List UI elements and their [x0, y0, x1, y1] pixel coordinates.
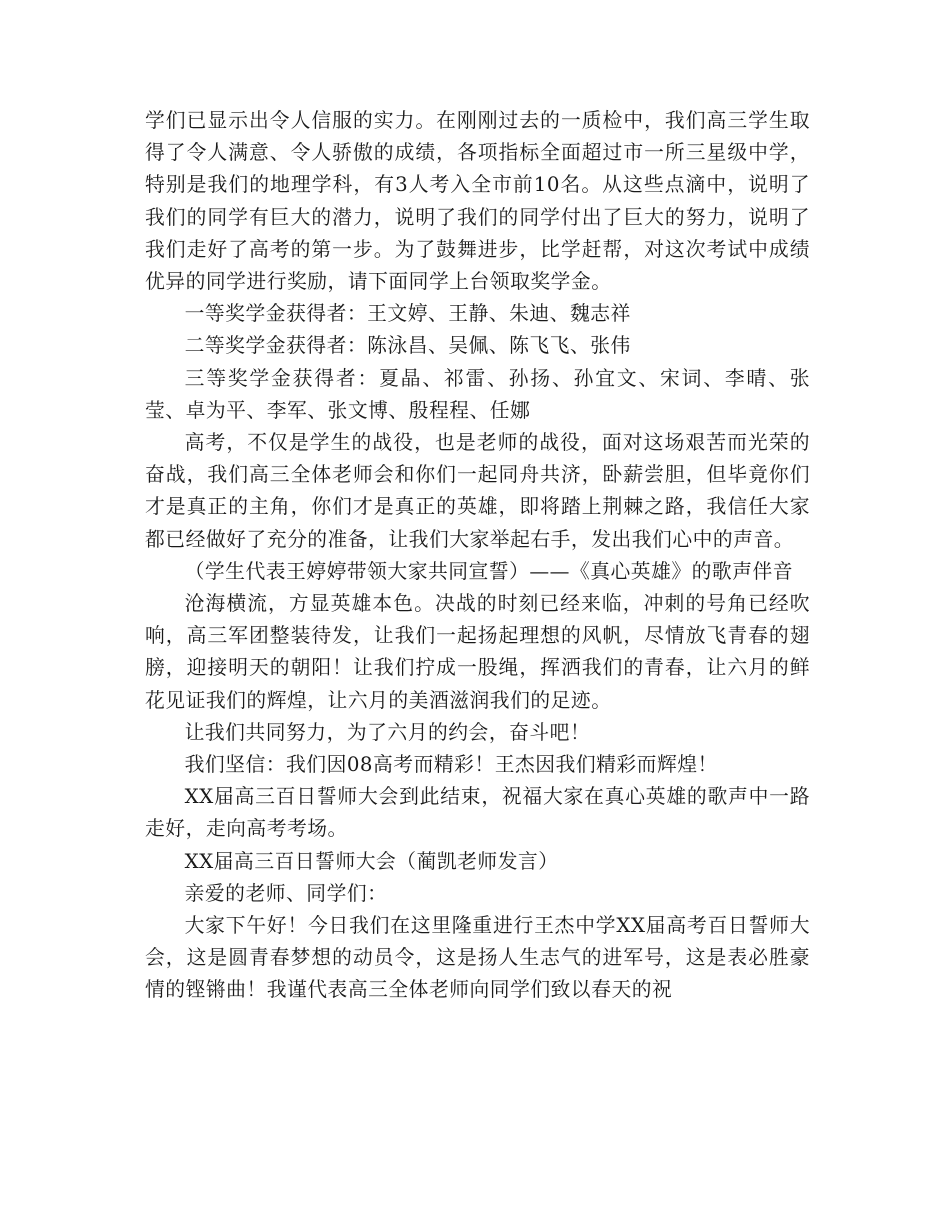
paragraph-closing: XX届高三百日誓师大会到此结束，祝福大家在真心英雄的歌声中一路走好，走向高考考场。 — [145, 785, 810, 841]
document-page — [145, 105, 810, 1007]
paragraph-salutation: 亲爱的老师、同学们： — [184, 881, 388, 905]
paragraph-teachers-battle: 高考，不仅是学生的战役，也是老师的战役，面对这场艰苦而光荣的奋战，我们高三全体老师会和你们一起同舟共济，卧薪尝胆，但毕竟你们才是真正的主角，你们才是真正的英雄，即将踏上荆棘之路，我信任大家都已经做好了充分的准备，让我们大家举起右手，发出我们心中的声音。 — [145, 431, 810, 551]
paragraph-strive: 让我们共同努力，为了六月的约会，奋斗吧！ — [184, 720, 591, 744]
paragraph-second-prize: 二等奖学金获得者：陈泳昌、吴佩、陈飞飞、张伟 — [184, 334, 631, 358]
paragraph-first-prize: 一等奖学金获得者：王文婷、王静、朱迪、魏志祥 — [184, 302, 631, 326]
paragraph-heroes: 沧海横流，方显英雄本色。决战的时刻已经来临，冲刺的号角已经吹响，高三军团整装待发，让我们一起扬起理想的风帆，尽情放飞青春的翅膀，迎接明天的朝阳！让我们拧成一股绳，挥洒我们的青春，让六月的鲜花见证我们的辉煌，让六月的美酒滋润我们的足迹。 — [145, 592, 810, 712]
paragraph-belief: 我们坚信：我们因08高考而精彩！王杰因我们精彩而辉煌！ — [184, 753, 718, 777]
paragraph-intro-continuation: 学们已显示出令人信服的实力。在刚刚过去的一质检中，我们高三学生取得了令人满意、令人骄傲的成绩，各项指标全面超过市一所三星级中学，特别是我们的地理学科，有3人考入全市前10名。从这些点滴中，说明了我们的同学有巨大的潜力，说明了我们的同学付出了巨大的努力，说明了我们走好了高考的第一步。为了鼓舞进步，比学赶帮，对这次考试中成绩优异的同学进行奖励，请下面同学上台领取奖学金。 — [145, 109, 810, 294]
paragraph-speech-opening: 大家下午好！今日我们在这里隆重进行王杰中学XX届高考百日誓师大会，这是圆青春梦想的动员令，这是扬人生志气的进军号，这是表必胜豪情的铿锵曲！我谨代表高三全体老师向同学们致以春天的祝 — [145, 914, 810, 1002]
paragraph-oath-note: （学生代表王婷婷带领大家共同宣誓）——《真心英雄》的歌声伴音 — [184, 559, 794, 583]
paragraph-third-prize: 三等奖学金获得者：夏晶、祁雷、孙扬、孙宜文、宋词、李晴、张莹、卓为平、李军、张文博、殷程程、任娜 — [145, 366, 810, 422]
paragraph-speech-title: XX届高三百日誓师大会（蔺凯老师发言） — [184, 849, 559, 873]
